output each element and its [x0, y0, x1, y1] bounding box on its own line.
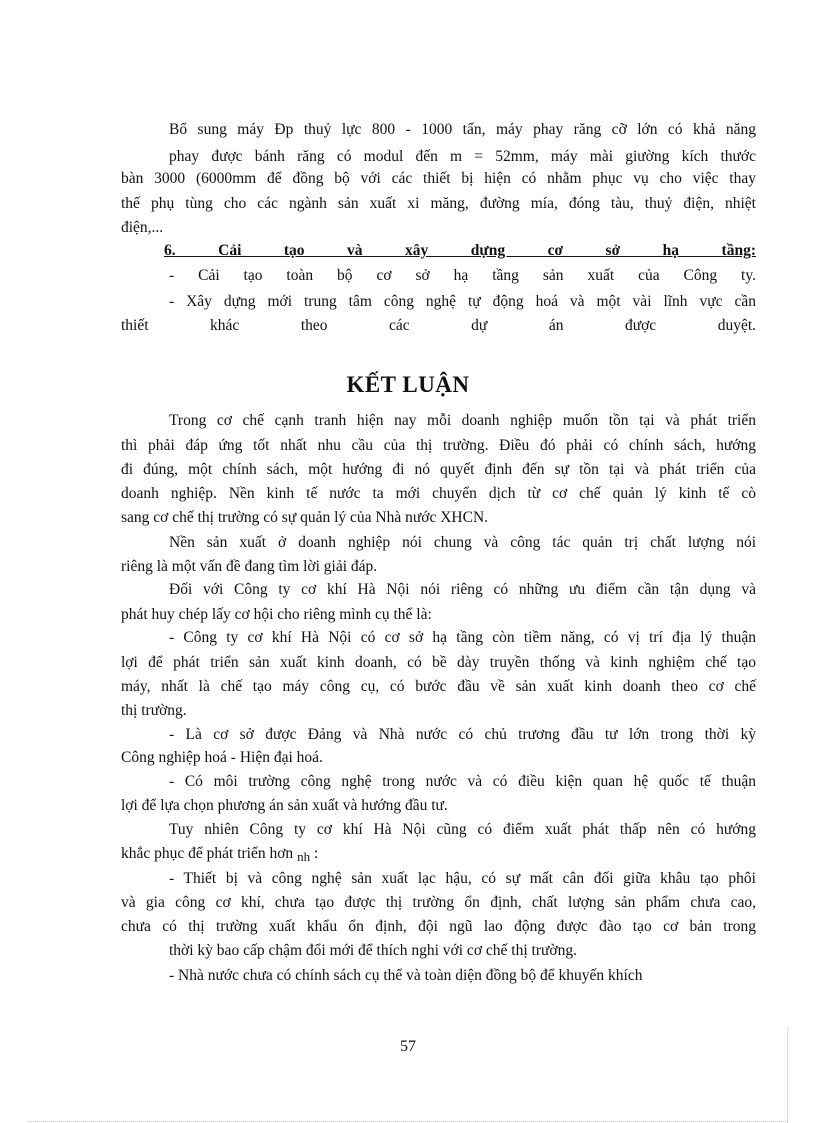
- text-line: doanh nghiệp. Nền kinh tế nước ta mới chuyển dịch từ cơ chế quản lý kinh tế cò: [121, 485, 756, 502]
- text-fragment: nh: [297, 849, 311, 864]
- text-line: thiết khác theo các dự án được duyệt.: [121, 317, 756, 334]
- text-line: bàn 3000 (6000mm để đồng bộ với các thiết bị hiện có nhằm phục vụ cho việc thay: [121, 170, 756, 187]
- text-line: Trong cơ chế cạnh tranh hiện nay mỗi doanh nghiệp muốn tồn tại và phát triển: [169, 412, 756, 429]
- text-line: Nền sản xuất ở doanh nghiệp nói chung và công tác quản trị chất lượng nói: [169, 534, 756, 551]
- text-line: Công nghiệp hoá - Hiện đại hoá.: [121, 749, 323, 766]
- text-line: thị trường.: [121, 702, 187, 719]
- text-line: đi đúng, một chính sách, một hướng đi nó quyết định đến sự tồn tại và phát triển của: [121, 461, 756, 478]
- text-line: chưa có thị trường xuất khẩu ổn định, đội ngũ lao động được đào tạo cơ bản trong: [121, 918, 756, 935]
- text-line: lợi để lựa chọn phương án sản xuất và hướng đầu tư.: [121, 797, 448, 814]
- text-line: điện,...: [121, 219, 164, 236]
- bullet-item: - Cải tạo toàn bộ cơ sở hạ tầng sản xuất của Công ty.: [169, 267, 756, 284]
- text-fragment: khắc phục để phát triển hơn: [121, 845, 294, 862]
- bullet-item: - Thiết bị và công nghệ sản xuất lạc hậu, có sự mất cân đối giữa khâu tạo phôi: [169, 870, 756, 887]
- text-line: lợi để phát triển sản xuất kinh doanh, có bề dày truyền thống và kinh nghiệm chế tạo: [121, 654, 756, 671]
- page-border: [787, 1028, 788, 1123]
- text-line: thời kỳ bao cấp chậm đổi mới để thích nghi với cơ chế thị trường.: [169, 942, 577, 959]
- section-heading: 6. Cải tạo và xây dựng cơ sở hạ tầng:: [164, 242, 756, 259]
- page-title: KẾT LUẬN: [346, 372, 470, 397]
- text-line: và gia công cơ khí, chưa tạo được thị trường ổn định, chất lượng sản phẩm chưa cao,: [121, 894, 756, 911]
- bullet-item: - Có môi trường công nghệ trong nước và có điều kiện quan hệ quốc tế thuận: [169, 773, 756, 790]
- text-line: máy, nhất là chế tạo máy công cụ, có bước đầu về sản xuất kinh doanh theo cơ chế: [121, 678, 756, 695]
- text-line: phát huy chép lấy cơ hội cho riêng mình cụ thể là:: [121, 606, 432, 623]
- text-line: thế phụ tùng cho các ngành sản xuất xi măng, đường mía, đóng tàu, thuỷ điện, nhiệt: [121, 195, 756, 212]
- text-line: riêng là một vấn đề đang tìm lời giải đáp.: [121, 558, 378, 575]
- text-line: [121, 844, 318, 867]
- bullet-item: - Là cơ sở được Đảng và Nhà nước có chủ trương đầu tư lớn trong thời kỳ: [169, 726, 756, 743]
- page-number: 57: [400, 1038, 416, 1055]
- text-fragment: :: [310, 845, 319, 862]
- bullet-item: - Công ty cơ khí Hà Nội có cơ sở hạ tầng còn tiềm năng, có vị trí địa lý thuận: [169, 629, 756, 646]
- text-line: sang cơ chế thị trường có sự quản lý của Nhà nước XHCN.: [121, 509, 489, 526]
- text-line: Bổ sung máy Đp thuỷ lực 800 - 1000 tấn, máy phay răng cỡ lớn có khả năng: [169, 121, 756, 138]
- bullet-item: - Nhà nước chưa có chính sách cụ thể và toàn diện đồng bộ để khuyến khích: [169, 967, 643, 984]
- text-line: Tuy nhiên Công ty cơ khí Hà Nội cũng có điểm xuất phát thấp nên có hướng: [169, 821, 756, 838]
- text-line: phay được bánh răng có modul đến m = 52mm, máy mài giường kích thước: [169, 148, 756, 165]
- bullet-item: - Xây dựng mới trung tâm công nghệ tự động hoá và một vài lĩnh vực cần: [169, 293, 756, 310]
- page-border: [28, 1121, 788, 1122]
- text-line: Đối với Công ty cơ khí Hà Nội nói riêng có những ưu điểm cần tận dụng và: [169, 581, 756, 598]
- text-line: thì phải đáp ứng tốt nhất nhu cầu của thị trường. Điều đó phải có chính sách, hướng: [121, 437, 756, 454]
